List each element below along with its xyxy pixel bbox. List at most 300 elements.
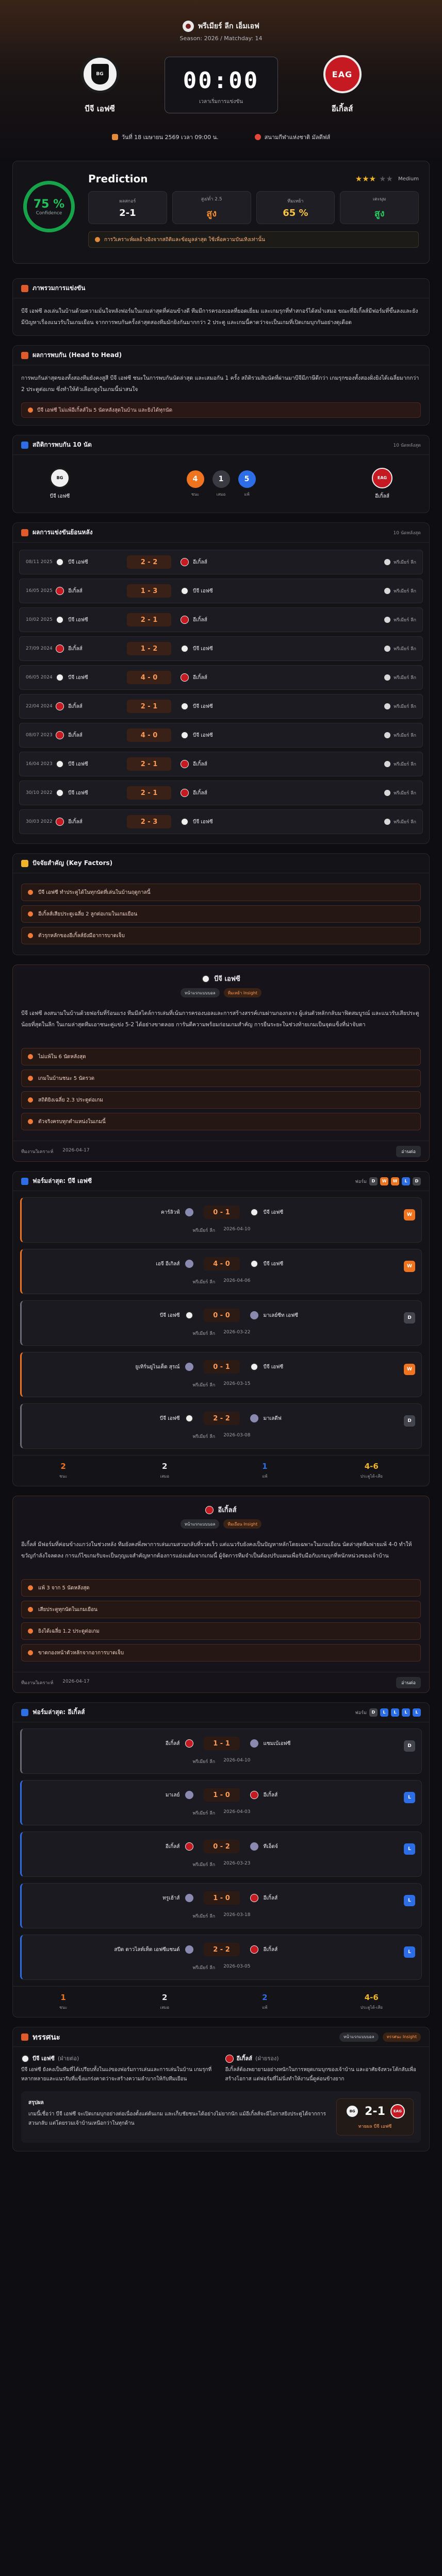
bullet-icon	[28, 1119, 33, 1124]
match-date: 2026-03-23	[223, 1861, 251, 1866]
post-date: 2026-04-17	[62, 1147, 90, 1153]
form-away-team[interactable]	[250, 1791, 364, 1799]
form-match-teams	[22, 1249, 421, 1278]
team-name: บีจี เอฟซี	[193, 732, 213, 738]
key-point-text: อีเกิ้ลส์เสียประตูเฉลี่ย 2 ลูกต่อเกมในเกมเยือน	[38, 911, 138, 917]
form-score: 1 - 1	[204, 1737, 240, 1750]
summary-label: แพ้	[262, 1474, 268, 1479]
prediction-body	[88, 173, 419, 252]
team-name: สปีด ดาวไลท์เท็ด เอฟซีแซนด์	[114, 1946, 180, 1953]
form-match-row[interactable]	[20, 1352, 422, 1397]
team-crest-icon	[181, 789, 189, 797]
h2h-match-row[interactable]	[19, 781, 423, 805]
read-more-button[interactable]: อ่านต่อ	[396, 1146, 421, 1157]
form-home-team[interactable]	[80, 1842, 193, 1851]
form-score: 1 - 0	[204, 1891, 240, 1905]
form-score: 0 - 0	[204, 1309, 240, 1322]
form-match-teams	[22, 1781, 421, 1809]
disclaimer-text: การวิเคราะห์ผลอ้างอิงจากสถิติและข้อมูลล่าสุด ใช้เพื่อความบันเทิงเท่านั้น	[104, 236, 265, 243]
form-away-team[interactable]	[250, 1739, 364, 1748]
form-match-row[interactable]	[20, 1728, 422, 1774]
key-point-text: ตัวรุกหลักของอีเกิ้ลส์ยังมีอาการบาดเจ็บ	[38, 933, 125, 939]
team-crest-icon	[250, 1414, 258, 1422]
summary-label: ประตูได้-เสีย	[360, 1474, 383, 1479]
team-crest-icon	[181, 818, 189, 826]
summary-value: 4-6	[364, 1993, 379, 2002]
h2h-match-row[interactable]	[19, 694, 423, 719]
result-badge: L	[404, 1946, 415, 1958]
league-name: พรีเมียร์ ลีก	[192, 1965, 216, 1971]
form-away-team[interactable]	[250, 1260, 364, 1268]
team-name: บีจี เอฟซี	[159, 1415, 180, 1421]
overview-section	[12, 278, 430, 336]
league-logo-icon	[384, 617, 390, 623]
home-team-name: บีจี เอฟซี	[85, 104, 115, 113]
h2h-match-list	[13, 543, 429, 843]
form-match-meta	[22, 1227, 421, 1234]
away-crest-icon: EAG	[390, 2104, 405, 2119]
summary-value: 1	[262, 1462, 268, 1471]
form-match-meta	[22, 1381, 421, 1388]
analysis-icon	[21, 285, 28, 292]
form-away-team[interactable]	[250, 1363, 364, 1371]
form-match-teams	[22, 1884, 421, 1912]
team-crest-icon	[56, 587, 64, 595]
away-analysis-text: อีเกิ้ลส์ มีฟอร์มที่ค่อนข้างแกว่งในช่วงหลัง ทีมยังคงพึ่งพาการเล่นเกมสวนกลับที่รวดเร็ว แต่แนวรับยังคงเป็นปัญหาหลักโดยเฉพาะในเกมเยือน นัดล่าสุดทีมพ่ายแพ้ 4-0 ทำให้ขวัญกำลังใจลดลง การแก้ไขเกมรับจะเป็นกุญแจสำคัญหากต้องการแย่งแต้มจากเกมนี้ ผู้จัดการทีมจำเป็นต้องปรับแผนเพื่อรับมือกับเกมบุกที่หนักหน่วงของเจ้าบ้าน	[21, 1541, 412, 1559]
bullet-icon	[28, 890, 33, 895]
team-name: มาเลย์	[165, 1792, 180, 1798]
form-match-meta	[22, 1278, 421, 1285]
form-summary-item	[361, 1462, 383, 1480]
team-crest-icon	[250, 1945, 258, 1954]
team-name: อีเกิ้ลส์	[68, 646, 83, 652]
team-crest-icon	[250, 1260, 258, 1268]
team-crest-icon	[185, 1414, 193, 1422]
h2h-match-row[interactable]	[19, 752, 423, 776]
form-summary-item	[262, 1993, 267, 2011]
clock-value: 00:00	[183, 67, 259, 94]
prediction-tile-home: ทีมเหย้า 65 %	[256, 191, 335, 224]
bullet-icon	[28, 1650, 33, 1655]
summary-value: 1	[60, 1993, 66, 2002]
prediction-tile-score: ผลสกอร์ 2-1	[88, 191, 167, 224]
home-team[interactable]	[61, 55, 139, 115]
team-name: อีเกิ้ลส์	[165, 1740, 180, 1747]
team-crest-icon	[250, 1208, 258, 1216]
team-name: แซมเบ้เอฟซี	[263, 1740, 291, 1747]
league-logo-icon	[183, 21, 194, 32]
form-score: 0 - 1	[204, 1206, 240, 1219]
form-match-teams	[22, 1404, 421, 1433]
league-name: พรีเมียร์ ลีก	[394, 589, 416, 594]
form-pill: L	[402, 1708, 410, 1717]
result-badge: D	[404, 1740, 415, 1752]
form-match-teams	[22, 1198, 421, 1227]
form-pill: D	[369, 1708, 378, 1717]
form-away-team[interactable]	[250, 1208, 364, 1216]
key-point-text: ยิงได้เฉลี่ย 1.2 ประตูต่อเกม	[38, 1628, 100, 1634]
match-league	[384, 732, 416, 739]
h2h-match-row[interactable]	[19, 723, 423, 748]
h2h-away-team[interactable]: EAG อีเกิ้ลส์	[354, 468, 411, 500]
form-home-team[interactable]	[80, 1311, 193, 1319]
match-away-team[interactable]	[181, 818, 242, 826]
match-home-team[interactable]	[56, 818, 118, 826]
prediction-title: Prediction	[88, 173, 148, 185]
match-league	[384, 645, 416, 652]
tag-source[interactable]: หน้าแรกแบบบอล	[181, 988, 220, 997]
h2h-match-row[interactable]	[19, 665, 423, 690]
home-crest-icon	[202, 975, 210, 983]
summary-value: 2	[262, 1993, 268, 2002]
team-name: บีจี เอฟซี	[159, 1312, 180, 1318]
league-logo-icon	[384, 819, 390, 825]
away-crest-icon: EAG	[372, 468, 392, 488]
key-factors-title: ปัจจัยสำคัญ (Key Factors)	[21, 858, 112, 868]
result-badge: L	[404, 1895, 415, 1906]
team-name: อีเกิ้ลส์	[193, 559, 207, 565]
bullet-icon	[28, 1585, 33, 1590]
pick-score: 2-1	[365, 2105, 385, 2118]
clock-label: เวลาเริ่มการแข่งขัน	[199, 99, 243, 105]
form-score: 4 - 0	[204, 1257, 240, 1270]
team-crest-icon	[181, 616, 189, 624]
h2h-match-row[interactable]	[19, 809, 423, 834]
h2h-highlight: บีจี เอฟซี ไม่แพ้อีเกิ้ลส์ใน 5 นัดหลังสุดในบ้าน และยิงได้ทุกนัด	[21, 402, 421, 418]
team-crest-icon	[185, 1208, 193, 1216]
form-home-team[interactable]	[80, 1791, 193, 1799]
league-name: พรีเมียร์ ลีก	[192, 1811, 216, 1816]
league-name: พรีเมียร์ ลีก	[394, 820, 416, 825]
team-name: อีเกิ้ลส์	[263, 1895, 278, 1901]
match-date: 2026-03-08	[223, 1433, 251, 1438]
match-away-team[interactable]	[181, 731, 242, 739]
form-pill: L	[391, 1708, 399, 1717]
team-crest-icon	[181, 645, 189, 653]
away-verdict: อีเกิ้ลส์ (ฝ่ายรอง) อีเกิ้ลส์ต้องพยายามอย่างหนักในการหยุดเกมบุกของเจ้าบ้าน และอาศัยจังหวะโต้กลับเพื่อสร้างโอกาส แต่ฟอร์มที่ไม่นิ่งทำให้งานนี้ดูค่อนข้างยาก	[225, 2055, 416, 2082]
league-name: พรีเมียร์ ลีก	[394, 560, 416, 565]
form-match-meta	[22, 1809, 421, 1817]
match-date-text: วันที่ 18 เมษายน 2569 เวลา 09:00 น.	[121, 134, 219, 141]
match-date: 08/07 2023	[26, 732, 53, 738]
form-score: 1 - 0	[204, 1788, 240, 1802]
bullet-icon	[28, 933, 33, 938]
versus-icon	[21, 352, 28, 359]
form-home-team[interactable]	[80, 1894, 193, 1902]
team-name: อีเกิ้ลส์	[193, 790, 207, 796]
form-home-team[interactable]	[80, 1739, 193, 1748]
form-away-team[interactable]	[250, 1945, 364, 1954]
home-crest-icon: BG	[345, 2104, 359, 2119]
post-date: 2026-04-17	[62, 1679, 90, 1684]
form-pill: D	[369, 1177, 378, 1185]
summary-value: 4-6	[364, 1462, 379, 1471]
form-home-team[interactable]	[80, 1414, 193, 1422]
form-home-team[interactable]	[80, 1208, 193, 1216]
h2h-match-row[interactable]	[19, 579, 423, 603]
match-away-team[interactable]	[181, 645, 242, 653]
match-date: 06/05 2024	[26, 674, 53, 680]
match-date: 2026-03-18	[223, 1912, 251, 1918]
form-icon	[21, 1178, 28, 1185]
key-point-text: สถิติยิงเฉลี่ย 2.3 ประตูต่อเกม	[38, 1097, 104, 1103]
match-date: 10/02 2025	[26, 617, 53, 622]
match-date: 16/05 2025	[26, 588, 53, 594]
form-summary-item	[361, 1993, 383, 2011]
team-name: บีจี เอฟซี	[263, 1209, 284, 1215]
form-match-row[interactable]	[20, 1249, 422, 1294]
alert-icon	[28, 408, 33, 413]
form-pill: W	[391, 1177, 399, 1185]
form-match-row[interactable]	[20, 1197, 422, 1243]
team-name: มาเลดีฟ	[263, 1415, 282, 1421]
match-home-team[interactable]	[56, 731, 118, 739]
team-crest-icon	[56, 616, 64, 624]
h2h-match-row[interactable]	[19, 607, 423, 632]
h2h-losses: 5	[238, 470, 256, 488]
form-home-team[interactable]	[80, 1260, 193, 1268]
league-logo-icon	[384, 646, 390, 652]
team-name: อีเกิ้ลส์	[263, 1946, 278, 1953]
team-crest-icon	[181, 760, 189, 768]
match-home-team[interactable]	[56, 558, 118, 566]
home-crest-icon	[21, 2055, 29, 2063]
form-home-team[interactable]	[80, 1363, 193, 1371]
team-crest-icon	[56, 673, 64, 682]
team-crest-icon	[250, 1894, 258, 1902]
team-name: บีจี เอฟซี	[193, 646, 213, 652]
match-away-team[interactable]	[181, 616, 242, 624]
info-icon	[95, 237, 100, 242]
final-pick	[336, 2098, 414, 2136]
tag-insight[interactable]: ทรรศนะ Insight	[383, 2032, 421, 2042]
tag-source[interactable]: หน้าแรกแบบบอล	[339, 2032, 379, 2042]
league-logo-icon	[384, 674, 390, 681]
match-home-team[interactable]	[56, 616, 118, 624]
history-icon	[21, 529, 28, 536]
form-match-row[interactable]	[20, 1780, 422, 1825]
league-logo-icon	[384, 559, 390, 565]
away-crest-icon	[205, 1506, 214, 1514]
form-match-teams	[22, 1935, 421, 1964]
bullet-icon	[28, 1607, 33, 1612]
team-name: บีจี เอฟซี	[68, 761, 88, 767]
match-away-team[interactable]	[181, 558, 242, 566]
form-away-team[interactable]	[250, 1311, 364, 1319]
match-score: 2 - 2	[127, 555, 171, 569]
summary-title: สรุปผล	[28, 2100, 44, 2106]
match-away-team[interactable]	[181, 587, 242, 595]
summary-text: เกมนี้เชื่อว่า บีจี เอฟซี จะเปิดเกมบุกอย่างต่อเนื่องตั้งแต่ต้นเกม และเก็บชัยชนะได้อย่างไม่ยากนัก แม้อีเกิ้ลส์จะมีโอกาสยิงประตูได้จากการสวนกลับ แต่โดยรวมเจ้าบ้านเหนือกว่าในทุกด้าน	[28, 2111, 326, 2126]
h2h-list-title: ผลการแข่งขันย้อนหลัง	[21, 528, 93, 537]
team-crest-icon	[250, 1311, 258, 1319]
form-match-teams	[22, 1301, 421, 1330]
team-name: บีจี เอฟซี	[68, 559, 88, 565]
key-point-text: แพ้ 3 จาก 5 นัดหลังสุด	[38, 1585, 90, 1591]
h2h-list-sub: 10 นัดหลังสุด	[393, 530, 421, 536]
team-crest-icon	[250, 1739, 258, 1748]
away-verdict-text: อีเกิ้ลส์ต้องพยายามอย่างหนักในการหยุดเกมบุกของเจ้าบ้าน และอาศัยจังหวะโต้กลับเพื่อสร้างโอกาส แต่ฟอร์มที่ไม่นิ่งทำให้งานนี้ดูค่อนข้างยาก	[225, 2067, 416, 2082]
match-home-team[interactable]	[56, 645, 118, 653]
match-venue-text: สนามกีฬาแห่งชาติ มัลดีฟส์	[264, 134, 331, 141]
team-crest-icon	[185, 1260, 193, 1268]
team-name: บีจี เอฟซี	[68, 674, 88, 681]
confidence-ring	[23, 181, 75, 232]
final-analysis-section	[12, 2027, 430, 2151]
key-point-item	[21, 1579, 421, 1597]
form-summary-item	[59, 1462, 67, 1480]
team-name: ยูเทิร์นยูไนเต็ด สุรณ์	[135, 1364, 180, 1370]
match-league	[384, 760, 416, 768]
form-match-row[interactable]	[20, 1300, 422, 1346]
team-name: บีจี เอฟซี	[68, 617, 88, 623]
result-badge: W	[404, 1261, 415, 1272]
home-form-summary	[13, 1455, 429, 1486]
home-team-crest-icon: BG	[81, 55, 119, 93]
key-factors-list	[13, 873, 429, 955]
form-icon	[21, 1709, 28, 1716]
result-badge: W	[404, 1209, 415, 1221]
match-league	[384, 616, 416, 623]
match-away-team[interactable]	[181, 702, 242, 710]
tag-source[interactable]: หน้าแรกแบบบอล	[181, 1519, 220, 1529]
key-point-item	[21, 1644, 421, 1662]
match-league	[384, 558, 416, 566]
overview-title: ภาพรวมการแข่งขัน	[21, 283, 85, 293]
match-home-team[interactable]	[56, 673, 118, 682]
pick-label: ทายผล บีจี เอฟซี	[358, 2124, 392, 2129]
key-point-item	[21, 1113, 421, 1130]
h2h-intro-text: การพบกันล่าสุดของทั้งสองทีมยังคงสูสี บีจี เอฟซี ชนะในการพบกันนัดล่าสุด และเสมอกัน 1 ครั้ง สถิติรวมสิบนัดที่ผ่านมาบีจีมีภาษีดีกว่า เกมรุกของทั้งสองฝั่งยิงได้เฉลี่ยมากกว่า 2 ประตูต่อเกม ซึ่งทำให้ตัวเลือกสูงในเกมนี้น่าสนใจ	[21, 375, 419, 393]
team-crest-icon	[56, 818, 64, 826]
form-summary-item	[160, 1993, 169, 2011]
away-team[interactable]	[304, 55, 381, 115]
bullet-icon	[28, 1054, 33, 1059]
form-pill: L	[402, 1177, 410, 1185]
match-home-team[interactable]	[56, 789, 118, 797]
match-home-team[interactable]	[56, 702, 118, 710]
form-home-team[interactable]	[80, 1945, 193, 1954]
form-match-row[interactable]	[20, 1935, 422, 1980]
form-summary-item	[160, 1462, 169, 1480]
league-name: พรีเมียร์ ลีก	[394, 647, 416, 652]
team-crest-icon	[181, 673, 189, 682]
team-name: คาร์ลิวฟ์	[161, 1209, 180, 1215]
league-name: พรีเมียร์ ลีก	[394, 675, 416, 681]
team-crest-icon	[56, 731, 64, 739]
match-home-team[interactable]	[56, 587, 118, 595]
match-away-team[interactable]	[181, 673, 242, 682]
form-match-meta	[22, 1433, 421, 1440]
form-match-meta	[22, 1330, 421, 1337]
result-badge: D	[404, 1415, 415, 1427]
match-date: 2026-03-22	[223, 1330, 251, 1335]
away-team-analysis	[12, 1496, 430, 1693]
team-name: บีจี เอฟซี	[193, 703, 213, 709]
match-date: 27/09 2024	[26, 646, 53, 651]
h2h-match-row[interactable]	[19, 550, 423, 574]
away-analysis-team[interactable]: อีเกิ้ลส์	[205, 1504, 236, 1515]
match-date: 16/04 2023	[26, 761, 53, 767]
match-league	[384, 703, 416, 710]
form-pill: W	[380, 1177, 388, 1185]
form-summary-item	[262, 1462, 267, 1480]
match-date: 22/04 2024	[26, 703, 53, 709]
form-match-row[interactable]	[20, 1403, 422, 1449]
league-name: พรีเมียร์ ลีก	[192, 1383, 216, 1388]
form-match-meta	[22, 1964, 421, 1971]
team-crest-icon	[185, 1894, 193, 1902]
summary-label: ประตูได้-เสีย	[360, 2005, 383, 2010]
match-away-team[interactable]	[181, 760, 242, 768]
match-league	[384, 674, 416, 681]
home-verdict-text: บีจี เอฟซี ยังคงเป็นทีมที่ได้เปรียบทั้งในแง่ของฟอร์มการเล่นและการเล่นในบ้าน เกมรุกที่หลากหลายและแนวรับที่แข็งแกร่งคาดว่าจะสร้างความลำบากให้กับทีมเยือน	[21, 2067, 212, 2082]
team-crest-icon	[185, 1945, 193, 1954]
home-analysis-text: บีจี เอฟซี ลงสนามในบ้านด้วยฟอร์มที่ร้อนแรง ทีมมีสไตล์การเล่นที่เน้นการครองบอลและการสร้างสรรค์เกมผ่านกองกลาง ผู้เล่นตัวหลักกลับมาฟิตสมบูรณ์ และแนวรับเสียประตูน้อยที่สุดในลีก ในเกมล่าสุดทีมเอาชนะคู่แข่ง 5-2 ได้อย่างขาดลอย การันตีความพร้อมก่อนเกมสำคัญ การยืนระยะในช่วงท้ายเกมเป็นจุดแข็งที่น่าจับตา	[21, 1010, 419, 1028]
team-crest-icon	[56, 558, 64, 566]
home-analysis-team[interactable]: บีจี เอฟซี	[202, 973, 240, 984]
h2h-summary-section	[12, 435, 430, 513]
form-away-team[interactable]	[250, 1894, 364, 1902]
h2h-home-team[interactable]: BG บีจี เอฟซี	[31, 468, 88, 500]
match-date: 2026-03-05	[223, 1964, 251, 1969]
match-away-team[interactable]	[181, 789, 242, 797]
h2h-list-section	[12, 522, 430, 844]
h2h-match-row[interactable]	[19, 636, 423, 661]
tag-insight[interactable]: ทีมเยือน Insight	[223, 1519, 261, 1529]
league-logo-icon	[384, 761, 390, 767]
star-on-icon: ★★★	[355, 174, 376, 183]
league-title[interactable]	[0, 21, 442, 32]
rating-label: Medium	[398, 176, 419, 182]
form-away-team[interactable]	[250, 1414, 364, 1422]
team-crest-icon	[250, 1791, 258, 1799]
season-info: Season: 2026 / Matchday: 14	[179, 35, 263, 42]
team-name: อีเกิ้ลส์	[193, 761, 207, 767]
league-name: พรีเมียร์ ลีก	[394, 791, 416, 796]
match-date: 2026-03-15	[223, 1381, 251, 1386]
match-home-team[interactable]	[56, 760, 118, 768]
read-more-button[interactable]: อ่านต่อ	[396, 1677, 421, 1688]
key-point-text: บีจี เอฟซี ทำประตูได้ในทุกนัดที่เล่นในบ้านฤดูกาลนี้	[38, 889, 151, 895]
away-form-summary	[13, 1986, 429, 2017]
home-key-points	[13, 1038, 429, 1141]
tag-insight[interactable]: ทีมเหย้า Insight	[224, 988, 261, 997]
match-date: 2026-04-03	[223, 1809, 251, 1815]
location-pin-icon	[255, 134, 261, 140]
match-league	[384, 818, 416, 825]
home-form-section	[12, 1171, 430, 1486]
match-score: 4 - 0	[127, 671, 171, 684]
team-name: มาเลย์ซีท เอฟซี	[263, 1312, 298, 1318]
h2h-record: 4 ชนะ 1 เสมอ 5 แพ้	[187, 470, 256, 498]
form-away-team[interactable]	[250, 1842, 364, 1851]
form-match-row[interactable]	[20, 1832, 422, 1877]
team-crest-icon	[185, 1363, 193, 1371]
team-name: บีจี เอฟซี	[193, 819, 213, 825]
form-pill: L	[413, 1708, 421, 1717]
summary-value: 2	[161, 1993, 168, 2002]
form-match-row[interactable]	[20, 1883, 422, 1928]
confidence-percent: 75 %	[33, 197, 65, 211]
match-date: 08/11 2025	[26, 559, 53, 565]
key-factors-section	[12, 853, 430, 955]
stats-icon	[21, 442, 28, 449]
match-score: 2 - 1	[127, 700, 171, 713]
form-match-teams	[22, 1729, 421, 1758]
team-crest-icon	[250, 1363, 258, 1371]
league-name: พรีเมียร์ ลีก	[394, 762, 416, 767]
